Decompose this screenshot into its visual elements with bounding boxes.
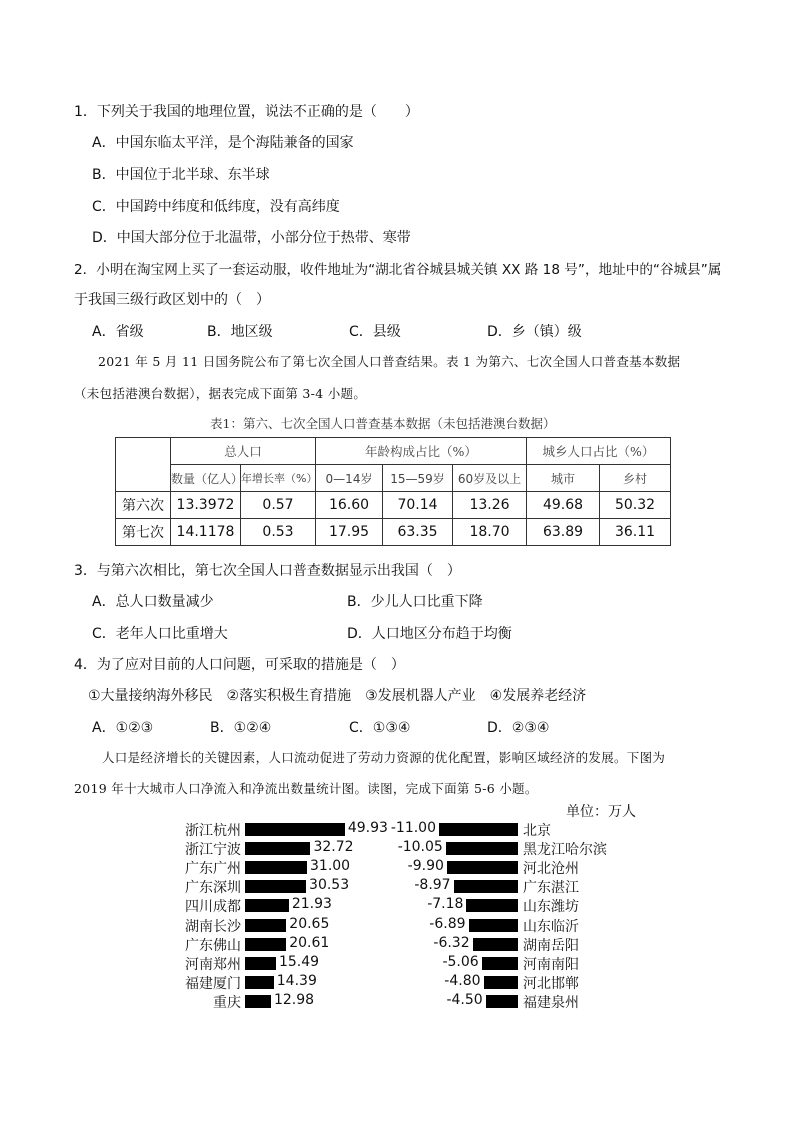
q1-option-b: B．中国位于北半球、东半球 (92, 167, 270, 183)
table-cell: 63.35 (383, 519, 453, 546)
header-total-population: 总人口 (171, 438, 316, 465)
q4-stem: 4．为了应对目前的人口问题，可采取的措施是（ ） (74, 657, 405, 673)
q4-option-c: C．①③④ (349, 720, 411, 736)
inflow-city-label: 四川成都 (185, 899, 241, 916)
outflow-city-label: 河北沧州 (523, 861, 579, 878)
table-cell: 0.53 (241, 519, 316, 546)
table-cell: 50.32 (600, 492, 671, 519)
q2-option-c: C．县级 (349, 324, 401, 340)
inflow-city-label: 河南郑州 (185, 956, 241, 973)
q2-option-a: A．省级 (92, 324, 144, 340)
table-cell: 13.3972 (171, 492, 241, 519)
header-urban-rural: 城乡人口占比（%） (527, 438, 671, 465)
q1-option-a: A．中国东临太平洋，是个海陆兼备的国家 (92, 135, 354, 151)
subheader-count: 数量（亿人） (171, 465, 241, 492)
q2-option-b: B．地区级 (207, 324, 273, 340)
table-cell: 0.57 (241, 492, 316, 519)
subheader-urban: 城市 (527, 465, 600, 492)
outflow-bar (447, 861, 518, 874)
table-cell: 16.60 (316, 492, 383, 519)
inflow-city-label: 广东深圳 (185, 880, 241, 897)
q3-stem: 3．与第六次相比，第七次全国人口普查数据显示出我国（ ） (74, 563, 461, 579)
inflow-value-label: 21.93 (291, 896, 332, 913)
inflow-value-label: 14.39 (276, 972, 317, 989)
passage1-line1: 2021 年 5 月 11 日国务院公布了第七次全国人口普查结果。表 1 为第六、七次全国人口普查基本数据 (98, 354, 681, 369)
inflow-value-label: 15.49 (278, 953, 320, 970)
q3-option-c: C．老年人口比重增大 (92, 626, 228, 642)
outflow-bar (466, 899, 518, 912)
inflow-bar (245, 823, 345, 836)
table-cell: 49.68 (527, 492, 600, 519)
inflow-bar (245, 861, 307, 874)
outflow-city-label: 河南南阳 (523, 956, 579, 973)
table-cell: 70.14 (383, 492, 453, 519)
table-cell: 63.89 (527, 519, 600, 546)
q3-option-a: A．总人口数量减少 (92, 594, 214, 610)
outflow-bar (482, 957, 518, 970)
inflow-city-label: 福建厦门 (185, 975, 241, 992)
table-cell: 18.70 (453, 519, 527, 546)
inflow-city-label: 广东佛山 (185, 937, 241, 954)
inflow-city-label: 重庆 (213, 994, 241, 1011)
outflow-city-label: 广东湛江 (523, 880, 579, 897)
inflow-bar (245, 957, 276, 970)
outflow-city-label: 黑龙江哈尔滨 (523, 842, 607, 859)
chart-unit-label: 单位：万人 (566, 804, 636, 820)
outflow-value-label: -10.05 (397, 839, 443, 856)
inflow-bar (245, 919, 286, 932)
q4-option-d: D．②③④ (487, 720, 550, 736)
inflow-value-label: 31.00 (310, 858, 351, 875)
outflow-value-label: -11.00 (390, 820, 436, 836)
subheader-rural: 乡村 (600, 465, 671, 492)
outflow-value-label: -6.89 (429, 915, 466, 932)
table-cell: 17.95 (316, 519, 383, 546)
row-label: 第七次 (116, 519, 171, 546)
inflow-bar (245, 880, 306, 893)
inflow-value-label: 12.98 (273, 991, 315, 1008)
inflow-city-label: 浙江杭州 (185, 823, 241, 839)
outflow-value-label: -5.06 (442, 953, 479, 970)
passage2-line2: 2019 年十大城市人口净流入和净流出数量统计图。读图，完成下面第 5-6 小题。 (74, 781, 538, 796)
inflow-bar (245, 842, 310, 855)
subheader-growth-rate: 年增长率（%） (241, 465, 316, 492)
table-cell: 36.11 (600, 519, 671, 546)
q4-option-a: A．①②③ (92, 720, 154, 736)
outflow-bar (486, 995, 518, 1008)
outflow-bar (473, 938, 518, 951)
inflow-value-label: 20.61 (289, 934, 330, 951)
inflow-value-label: 30.53 (309, 877, 350, 894)
q2-stem-line1: 2．小明在淘宝网上买了一套运动服，收件地址为“湖北省谷城县城关镇 XX 路 18 号”，地址中的“谷城县”属 (74, 262, 722, 278)
outflow-value-label: -7.18 (427, 896, 464, 913)
outflow-city-label: 山东临沂 (523, 918, 579, 935)
outflow-value-label: -9.90 (407, 858, 444, 875)
q2-stem-line2: 于我国三级行政区划中的（ ） (74, 292, 270, 308)
outflow-city-label: 湖南岳阳 (523, 937, 579, 954)
inflow-bar (245, 899, 289, 912)
subheader-age-15-59: 15—59岁 (383, 465, 453, 492)
q1-stem: 1．下列关于我国的地理位置，说法不正确的是（ ） (74, 104, 419, 120)
q2-option-d: D．乡（镇）级 (487, 324, 582, 340)
row-label: 第六次 (116, 492, 171, 519)
inflow-value-label: 32.72 (313, 839, 354, 856)
outflow-city-label: 山东潍坊 (523, 899, 579, 916)
outflow-bar (469, 919, 518, 932)
outflow-city-label: 北京 (523, 823, 551, 839)
outflow-value-label: -4.50 (446, 991, 483, 1008)
outflow-bar (454, 880, 518, 893)
inflow-value-label: 20.65 (289, 915, 330, 932)
q3-option-d: D．人口地区分布趋于均衡 (347, 626, 512, 642)
q1-option-c: C．中国跨中纬度和低纬度，没有高纬度 (92, 199, 340, 215)
inflow-bar (245, 976, 274, 989)
passage2-line1: 人口是经济增长的关键因素，人口流动促进了劳动力资源的优化配置，影响区域经济的发展。下图为 (102, 750, 666, 765)
inflow-bar (245, 995, 271, 1008)
inflow-city-label: 湖南长沙 (185, 918, 241, 935)
outflow-bar (439, 823, 518, 836)
table-cell: 13.26 (453, 492, 527, 519)
q4-option-b: B．①②④ (210, 720, 272, 736)
outflow-bar (484, 976, 518, 989)
q4-measures: ①大量接纳海外移民 ②落实积极生育措施 ③发展机器人产业 ④发展养老经济 (88, 688, 587, 704)
inflow-bar (245, 938, 286, 951)
subheader-age-60-plus: 60岁及以上 (453, 465, 527, 492)
table-caption: 表1：第六、七次全国人口普查基本数据（未包括港澳台数据） (210, 416, 556, 431)
header-age-structure: 年龄构成占比（%） (316, 438, 527, 465)
inflow-city-label: 浙江宁波 (185, 842, 241, 859)
inflow-city-label: 广东广州 (185, 861, 241, 878)
outflow-value-label: -8.97 (414, 877, 451, 894)
outflow-bar (446, 842, 518, 855)
inflow-value-label: 49.93 (347, 820, 388, 836)
outflow-value-label: -6.32 (433, 934, 470, 951)
passage1-line2: （未包括港澳台数据），据表完成下面第 3-4 小题。 (74, 386, 367, 401)
subheader-age-0-14: 0—14岁 (316, 465, 383, 492)
table-cell: 14.1178 (171, 519, 241, 546)
outflow-city-label: 福建泉州 (523, 994, 579, 1011)
q3-option-b: B．少儿人口比重下降 (347, 594, 483, 610)
q1-option-d: D．中国大部分位于北温带，小部分位于热带、寒带 (92, 230, 411, 246)
outflow-value-label: -4.80 (444, 972, 481, 989)
outflow-city-label: 河北邯郸 (523, 975, 579, 992)
